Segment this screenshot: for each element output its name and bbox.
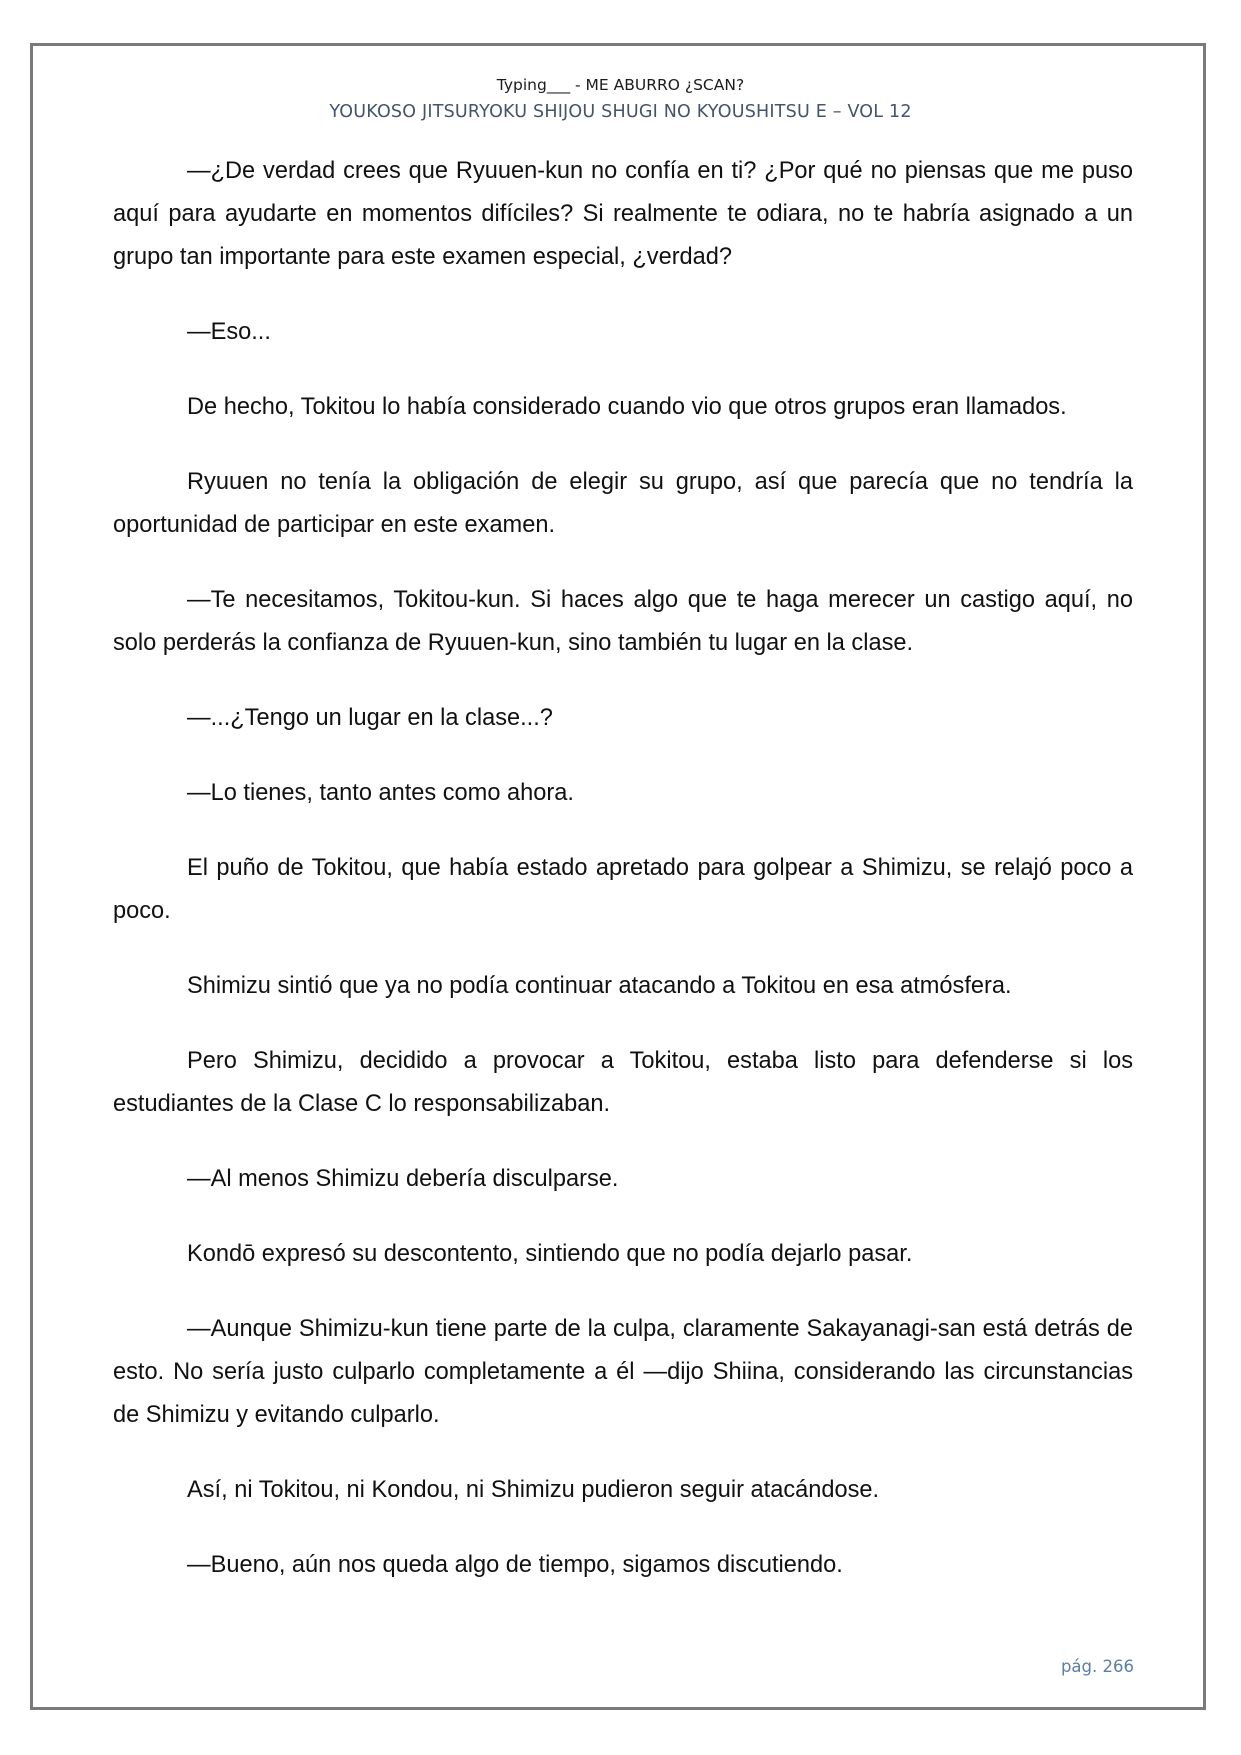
body-text <box>113 150 1133 1619</box>
paragraph: El puño de Tokitou, que había estado apretado para golpear a Shimizu, se relajó poco a poco. <box>113 855 1133 924</box>
paragraph: Ryuuen no tenía la obligación de elegir su grupo, así que parecía que no tendría la oportunidad de participar en este examen. <box>113 469 1133 538</box>
paragraph: —Aunque Shimizu-kun tiene parte de la culpa, claramente Sakayanagi-san está detrás de esto. No sería justo culparlo completamente a él —dijo Shiina, considerando las circunstancias de Shimizu y evitando culparlo. <box>113 1316 1133 1428</box>
header-book-title: YOUKOSO JITSURYOKU SHIJOU SHUGI NO KYOUSHITSU E – VOL 12 <box>329 102 912 122</box>
paragraph: Kondō expresó su descontento, sintiendo que no podía dejarlo pasar. <box>187 1241 913 1267</box>
paragraph: —Eso... <box>187 319 271 345</box>
paragraph: Así, ni Tokitou, ni Kondou, ni Shimizu pudieron seguir atacándose. <box>187 1477 880 1503</box>
paragraph: —Lo tienes, tanto antes como ahora. <box>187 780 574 806</box>
paragraph: —...¿Tengo un lugar en la clase...? <box>187 705 553 731</box>
paragraph: —¿De verdad crees que Ryuuen-kun no confía en ti? ¿Por qué no piensas que me puso aquí para ayudarte en momentos difíciles? Si realmente te odiara, no te habría asignado a un grupo tan importante para este examen especial, ¿verdad? <box>113 158 1133 270</box>
page-number: pág. 266 <box>1060 1657 1134 1676</box>
paragraph: —Te necesitamos, Tokitou-kun. Si haces algo que te haga merecer un castigo aquí, no solo perderás la confianza de Ryuuen-kun, sino también tu lugar en la clase. <box>113 587 1133 656</box>
header-typing-credit: Typing___ - ME ABURRO ¿SCAN? <box>496 76 745 94</box>
paragraph: De hecho, Tokitou lo había considerado cuando vio que otros grupos eran llamados. <box>187 394 1067 420</box>
paragraph: Pero Shimizu, decidido a provocar a Tokitou, estaba listo para defenderse si los estudiantes de la Clase C lo responsabilizaban. <box>113 1048 1133 1117</box>
paragraph: Shimizu sintió que ya no podía continuar atacando a Tokitou en esa atmósfera. <box>187 973 1012 999</box>
paragraph: —Al menos Shimizu debería disculparse. <box>187 1166 619 1192</box>
paragraph: —Bueno, aún nos queda algo de tiempo, sigamos discutiendo. <box>187 1552 843 1578</box>
